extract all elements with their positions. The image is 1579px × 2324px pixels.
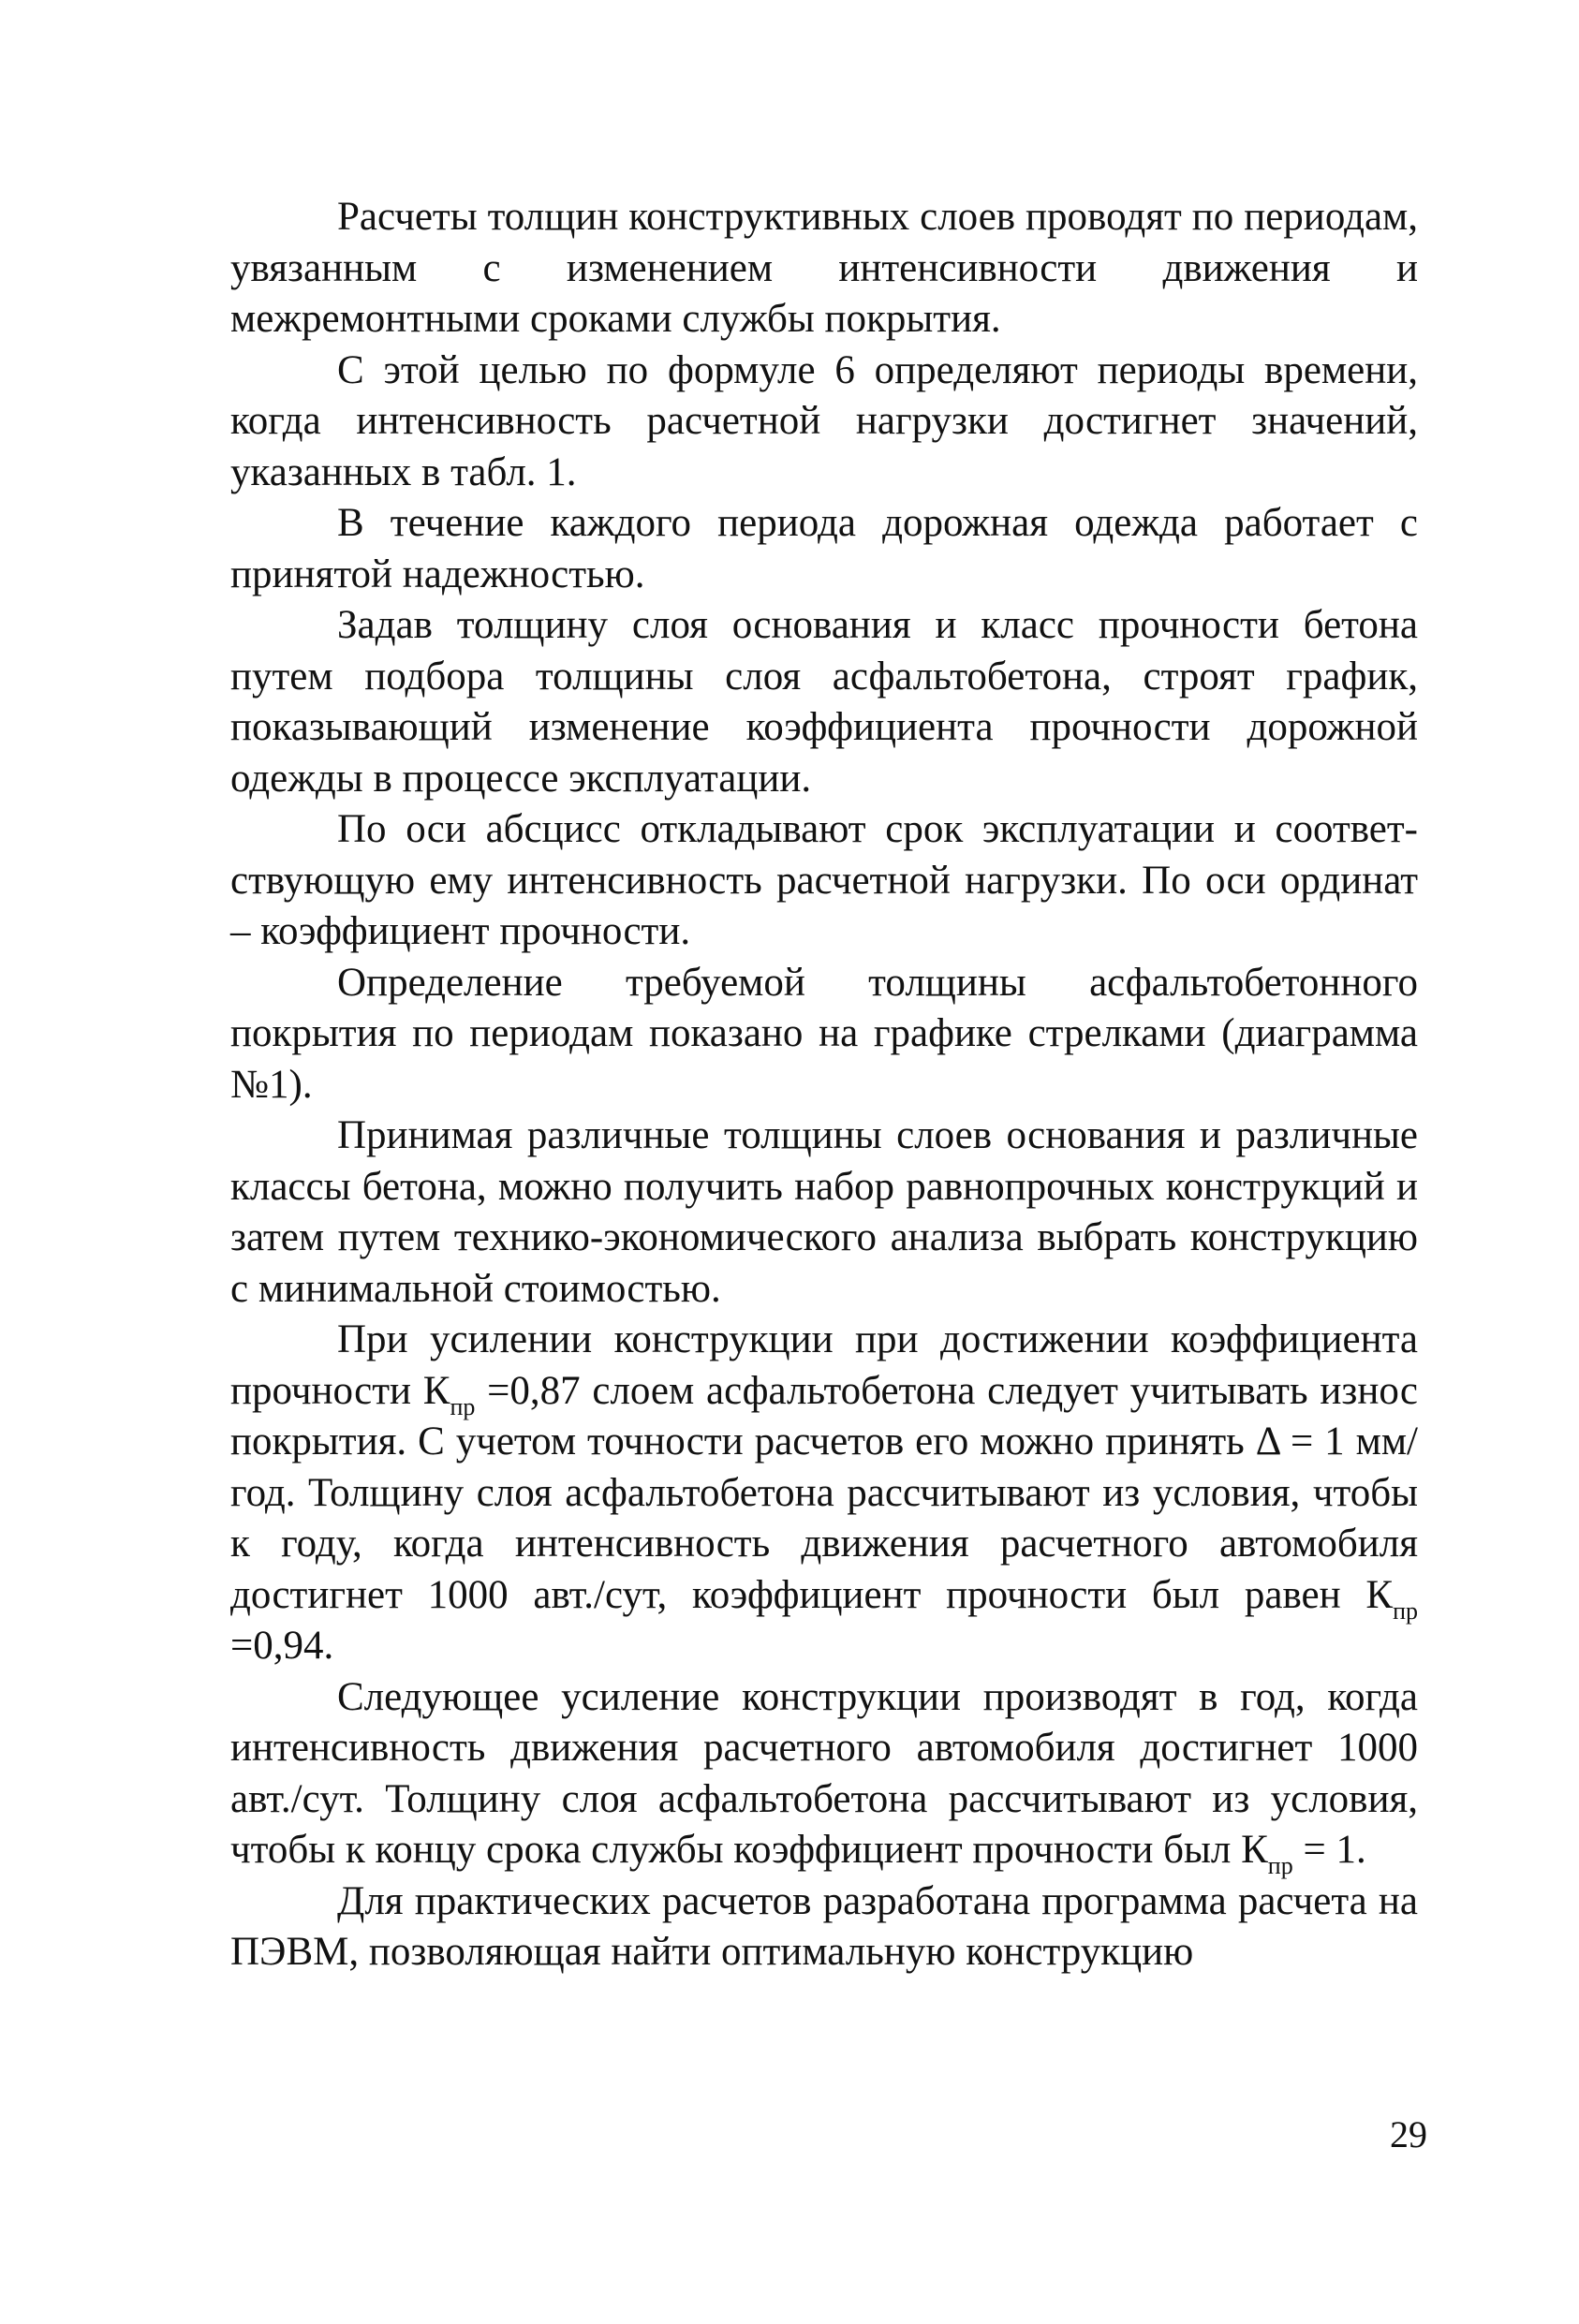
page-number: 29	[1390, 2113, 1427, 2155]
paragraph-9	[230, 1672, 1418, 1879]
paragraph-8-part-c: =0,94.	[230, 1624, 334, 1668]
paragraph-7: Принимая различные толщины слоев основания и различные классы бетона, можно получить набор равнопрочных конструкций и затем путем технико-экономического анализа выбрать конструкцию с минимальной стоимостью.	[230, 1113, 1418, 1311]
subscript-pr: пр	[450, 1392, 476, 1420]
paragraph-6: Определение требуемой толщины асфальтобетонного покрытия по периодам показано на графике стрелками (диаграмма №1).	[230, 960, 1418, 1107]
paragraph-5: По оси абсцисс откладывают срок эксплуатации и соответствующую ему интенсивность расчетной нагрузки. По оси ординат – коэффициент прочности.	[230, 807, 1418, 953]
subscript-pr: пр	[1393, 1596, 1418, 1625]
body-text	[230, 192, 1418, 1978]
paragraph-8-part-a: При усилении конструкции при достижении коэффициента прочности К	[230, 1317, 1418, 1413]
paragraph-4: Задав толщину слоя основания и класс прочности бетона путем подбора толщины слоя асфальтобетона, строят график, показывающий изменение коэффициента прочности дорожной одежды в процессе эксплуатации.	[230, 603, 1418, 801]
paragraph-3: В течение каждого периода дорожная одежда работает с принятой надежностью.	[230, 501, 1418, 596]
paragraph-1: Расчеты толщин конструктивных слоев проводят по периодам, увязанным с изменением интенсивности движения и межремонтными сроками службы покрытия.	[230, 195, 1418, 341]
paragraph-8-part-b: =0,87 слоем асфальтобетона следует учитывать износ покрытия. С учетом точности расчетов его можно принять Δ = 1 мм/год. Толщину слоя асфальтобетона рассчитывают из условия, чтобы к году, когда интенсивность движения расчетного автомобиля достигнет 1000 авт./сут, коэффициент прочности был равен К	[230, 1368, 1418, 1617]
paragraph-10: Для практических расчетов разработана программа расчета на ПЭВМ, позволяющая найти оптимальную конструкцию	[230, 1878, 1418, 1974]
subscript-pr: пр	[1267, 1852, 1293, 1879]
paragraph-8	[230, 1315, 1418, 1672]
paragraph-9-part-b: = 1.	[1292, 1828, 1366, 1872]
paragraph-9-part-a: Следующее усиление конструкции производят в год, когда интенсивность движения расчетного автомобиля достигнет 1000 авт./сут. Толщину слоя асфальтобетона рассчитывают из условия, чтобы к концу срока службы коэффициент прочности был К	[230, 1674, 1418, 1872]
paragraph-2: С этой целью по формуле 6 определяют периоды времени, когда интенсивность расчетной нагрузки достигнет значений, указанных в табл. 1.	[230, 347, 1418, 494]
